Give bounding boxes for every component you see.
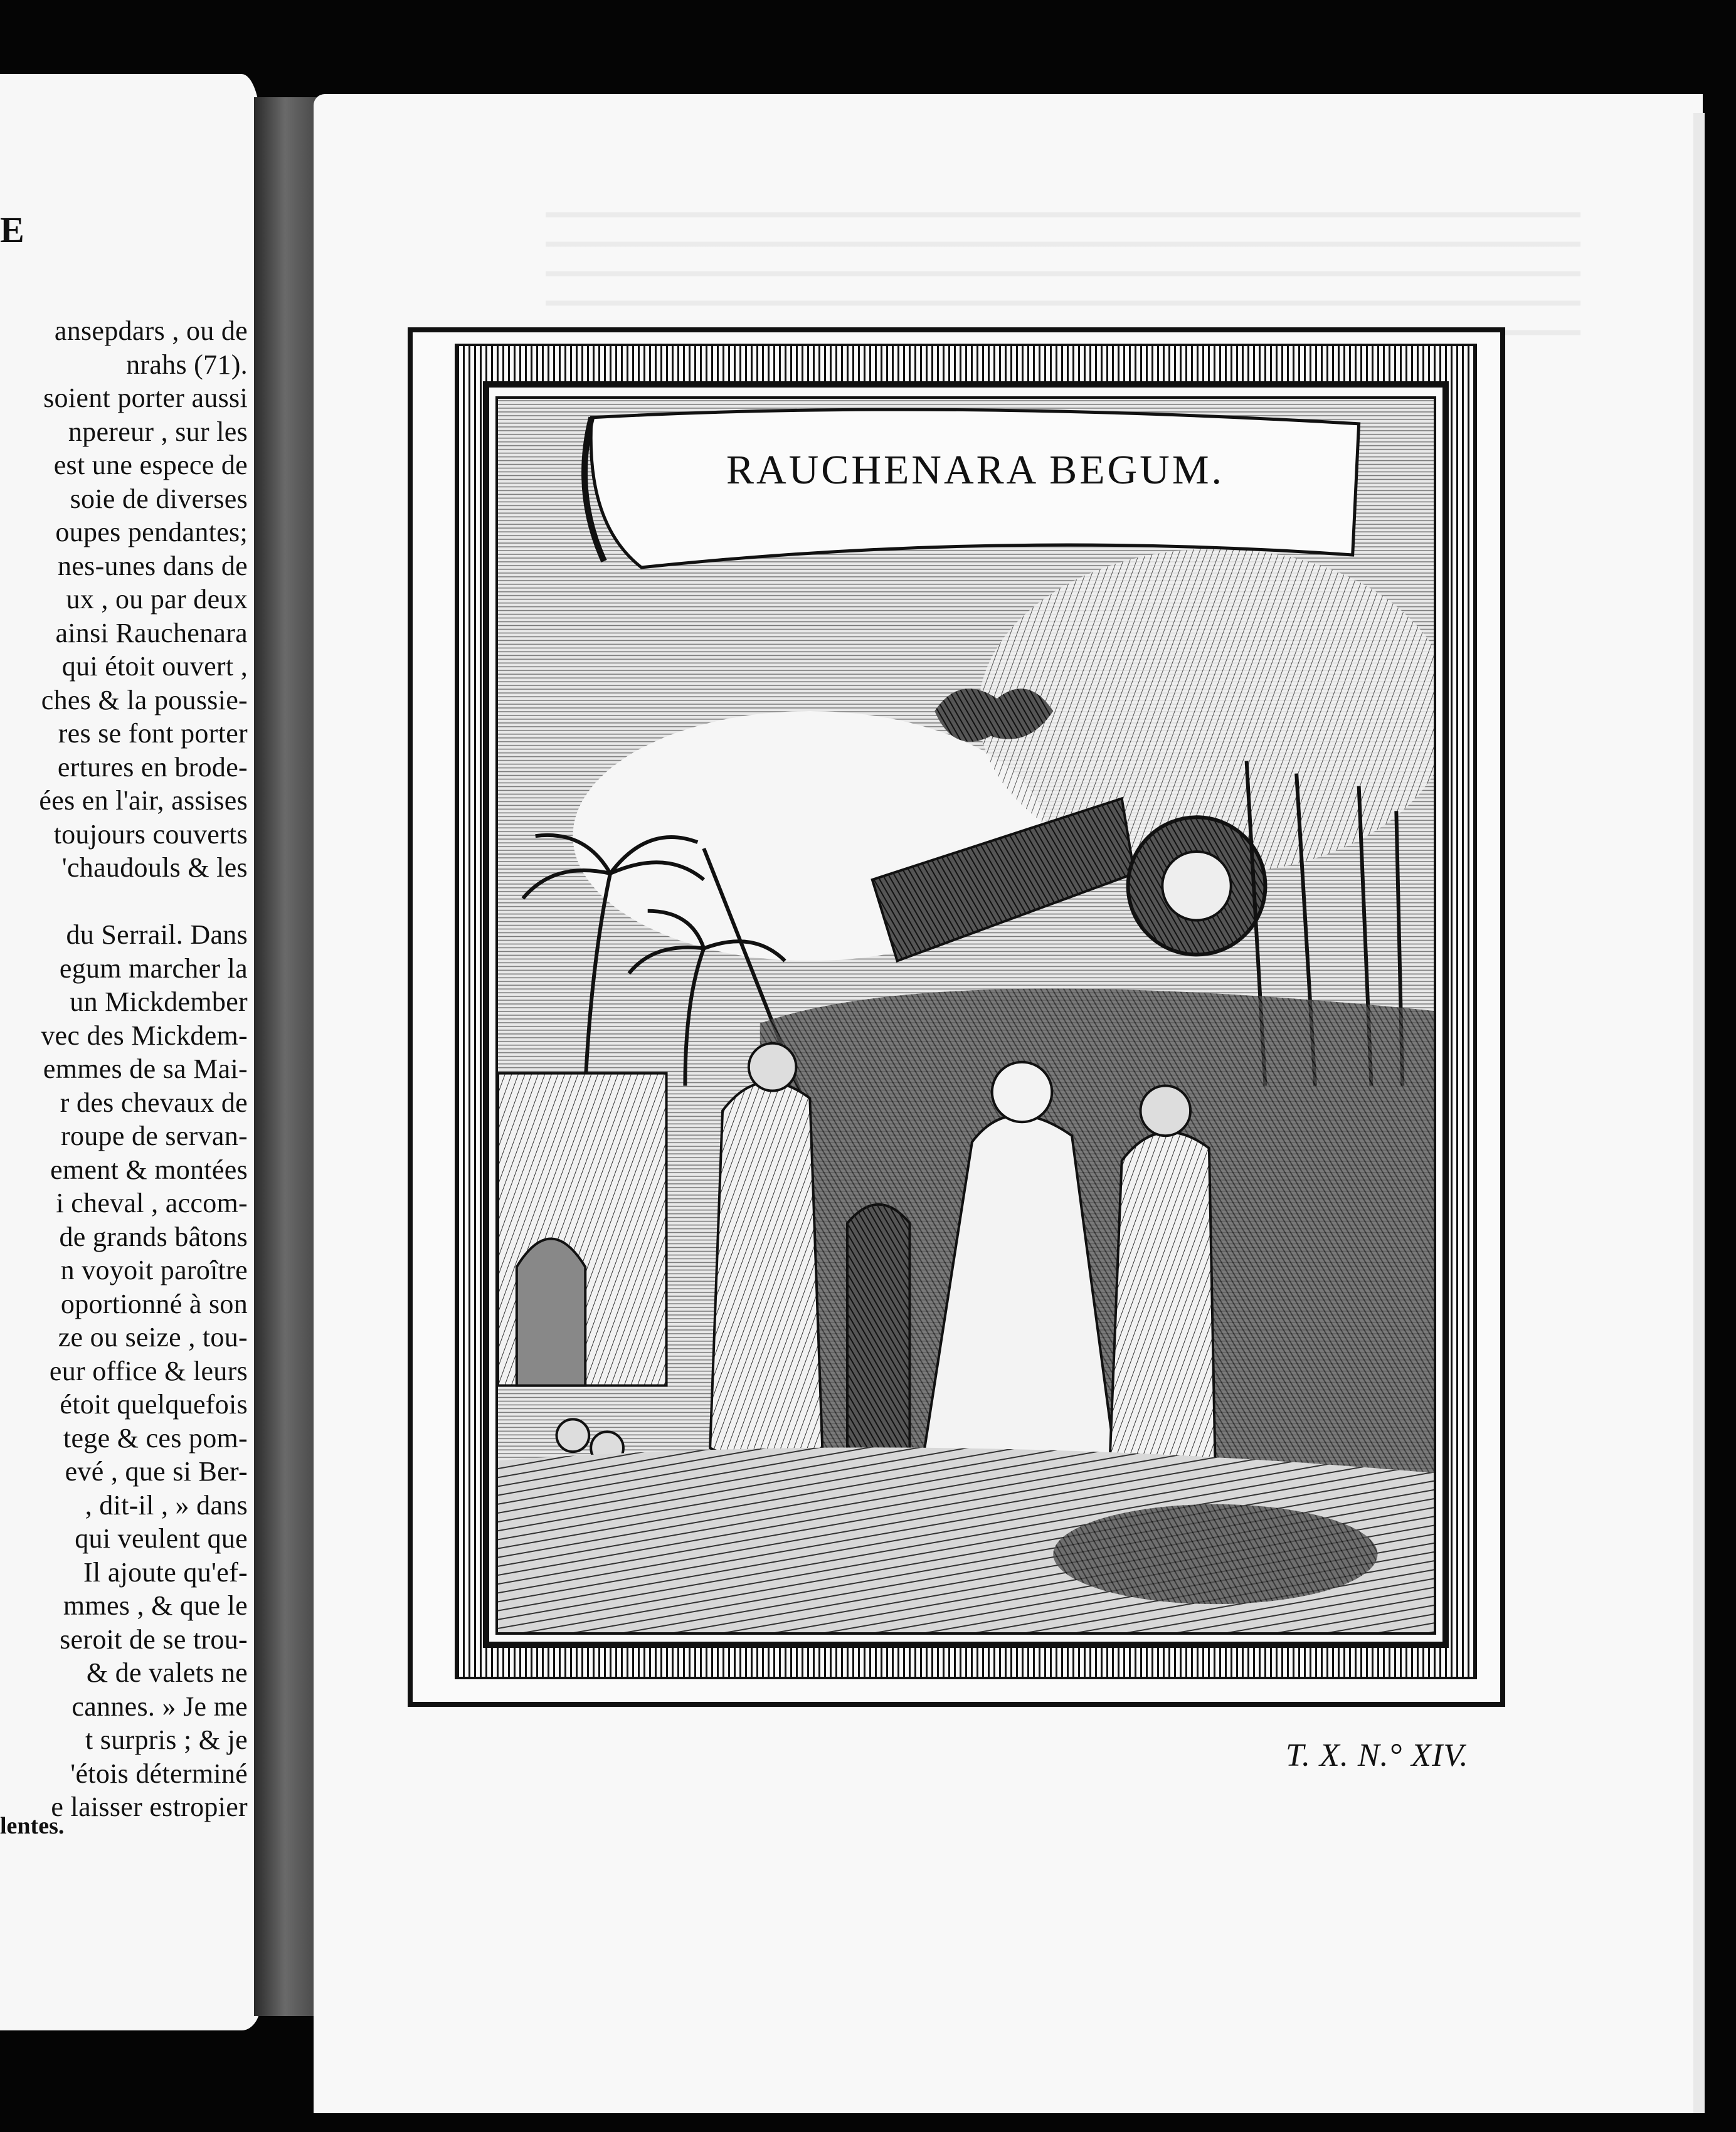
text-line: seroit de se trou-: [60, 1623, 248, 1655]
left-text-column: [0, 74, 248, 1955]
text-line: n voyoit paroître: [60, 1255, 248, 1285]
running-head-letter: E: [0, 209, 24, 250]
text-line: ches & la poussie-: [41, 684, 248, 715]
text-line: un Mickdember: [70, 986, 248, 1017]
text-line: t surpris ; & je: [85, 1724, 248, 1755]
engraving-illustration: [495, 396, 1436, 1635]
text-line: nrahs (71).: [126, 349, 248, 380]
foliage: [1053, 1504, 1377, 1604]
text-line: est une espece de: [53, 450, 248, 480]
text-line: mmes , & que le: [63, 1590, 248, 1621]
text-line: ées en l'air, assises: [39, 785, 248, 816]
text-line: nes-unes dans de: [58, 550, 248, 581]
text-line: ertures en brode-: [57, 751, 248, 783]
text-line: , dit-il , » dans: [85, 1489, 248, 1521]
text-line: du Serrail. Dans: [66, 919, 248, 950]
text-line: toujours couverts: [53, 818, 248, 850]
text-line: oupes pendantes;: [55, 517, 248, 547]
footnote-fragment: lentes.: [0, 1813, 65, 1839]
text-line: oportionné à son: [60, 1288, 248, 1319]
plate-reference-code: T. X. N.° XIV.: [1286, 1738, 1469, 1773]
text-line: qui étoit ouvert ,: [61, 651, 248, 682]
text-line: e laisser estropier: [51, 1792, 248, 1822]
text-line: ze ou seize , tou-: [58, 1322, 248, 1353]
text-line: emmes de sa Mai-: [43, 1053, 248, 1084]
text-line: & de valets ne: [86, 1657, 248, 1688]
text-line: roupe de servan-: [61, 1121, 248, 1151]
text-line: tege & ces pom-: [63, 1422, 248, 1454]
text-line: soient porter aussi: [43, 383, 248, 413]
text-line: de grands bâtons: [59, 1221, 248, 1252]
text-line: egum marcher la: [59, 953, 248, 984]
text-line: 'étois déterminé: [70, 1758, 248, 1789]
text-line: qui veulent que: [75, 1523, 248, 1554]
text-line: res se font porter: [58, 718, 248, 749]
text-line: eur office & leurs: [49, 1355, 248, 1386]
text-line: 'chaudouls & les: [61, 852, 248, 883]
show-through-text: [546, 188, 1580, 339]
text-line: cannes. » Je me: [71, 1691, 248, 1722]
text-line: ansepdars , ou de: [54, 315, 248, 346]
text-line: vec des Mickdem-: [41, 1020, 248, 1051]
page-edge: [1693, 113, 1705, 2113]
left-page: [0, 74, 260, 2030]
text-line: r des chevaux de: [60, 1087, 248, 1118]
engraving-scene: [498, 399, 1434, 1632]
plate-title: RAUCHENARA BEGUM.: [726, 447, 1225, 493]
text-line: Il ajoute qu'ef-: [83, 1556, 248, 1588]
text-line: ux , ou par deux: [66, 584, 248, 615]
text-line: étoit quelquefois: [60, 1389, 248, 1420]
text-line: ainsi Rauchenara: [55, 617, 248, 648]
text-line: i cheval , accom-: [56, 1188, 248, 1218]
text-line: ement & montées: [50, 1154, 248, 1185]
text-line: evé , que si Ber-: [65, 1456, 248, 1487]
text-line: soie de diverses: [70, 483, 248, 514]
text-line: npereur , sur les: [68, 416, 248, 447]
